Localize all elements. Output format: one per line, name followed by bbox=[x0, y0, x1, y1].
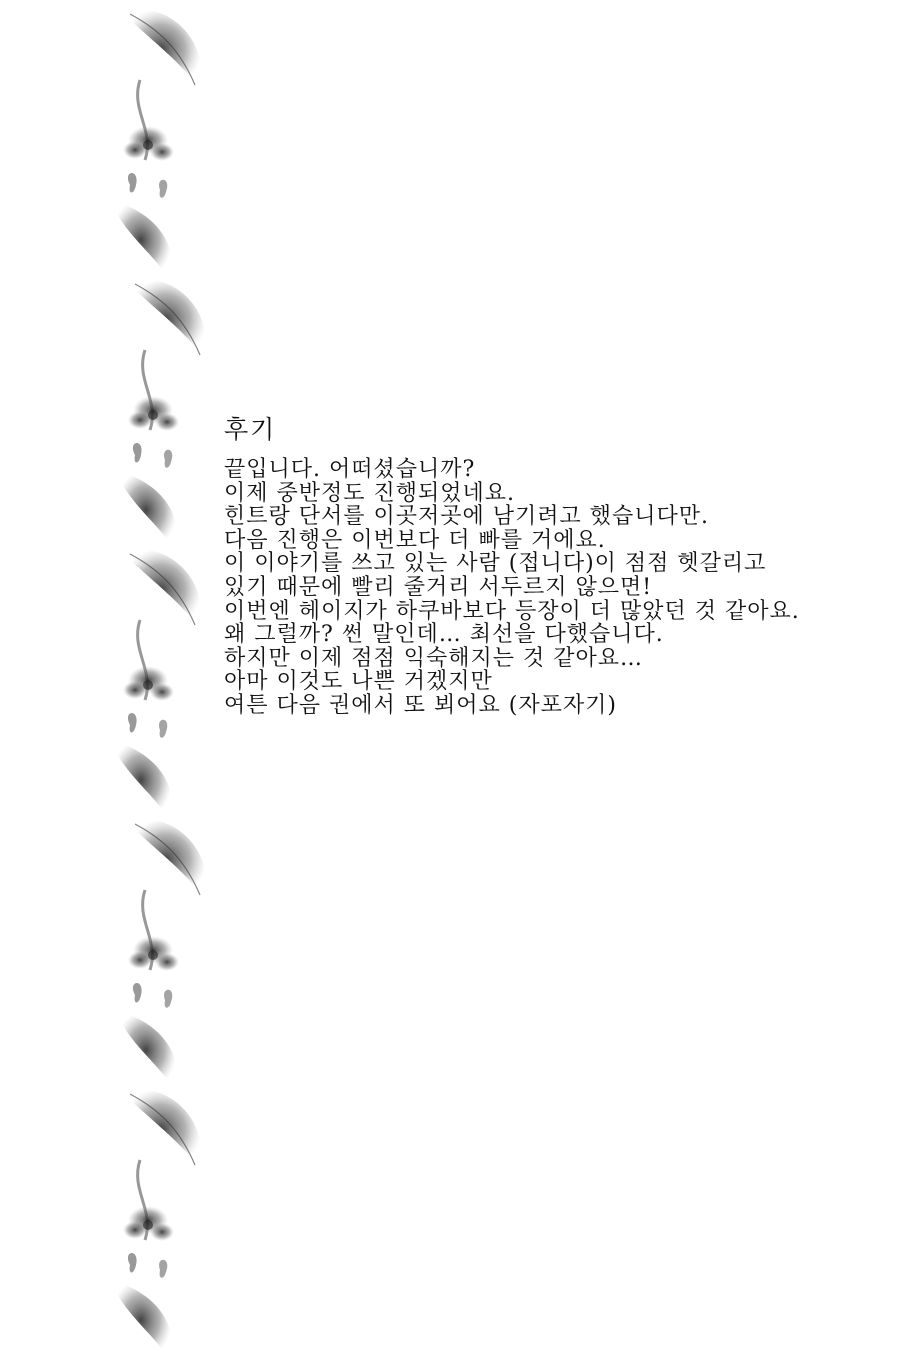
afterword-line: 왜 그럴까? 썬 말인데… 최선을 다했습니다. bbox=[224, 622, 664, 648]
afterword-line: 여튼 다음 권에서 또 뵈어요 (자포자기) bbox=[224, 692, 617, 718]
afterword-line: 힌트랑 단서를 이곳저곳에 남기려고 했습니다만. bbox=[224, 504, 710, 530]
afterword-line: 이제 중반정도 진행되었네요. bbox=[224, 480, 516, 506]
afterword-title: 후기 bbox=[224, 415, 277, 444]
afterword-line: 다음 진행은 이번보다 더 빠를 거에요. bbox=[224, 527, 606, 553]
afterword-line: 이번엔 헤이지가 하쿠바보다 등장이 더 많았던 것 같아요. bbox=[224, 598, 800, 624]
afterword-line: 이 이야기를 쓰고 있는 사람 (접니다)이 점점 헷갈리고 bbox=[224, 551, 767, 577]
afterword-line: 끝입니다. 어떠셨습니까? bbox=[224, 457, 476, 482]
afterword-line: 있기 때문에 빨리 줄거리 서두르지 않으면! bbox=[224, 574, 653, 600]
afterword-line: 아마 이것도 나쁜 거겠지만 bbox=[224, 669, 493, 695]
afterword-line: 하지만 이제 점점 익숙해지는 것 같아요… bbox=[224, 645, 643, 671]
afterword-body bbox=[224, 458, 884, 718]
floral-vine-border-icon bbox=[100, 0, 230, 1355]
